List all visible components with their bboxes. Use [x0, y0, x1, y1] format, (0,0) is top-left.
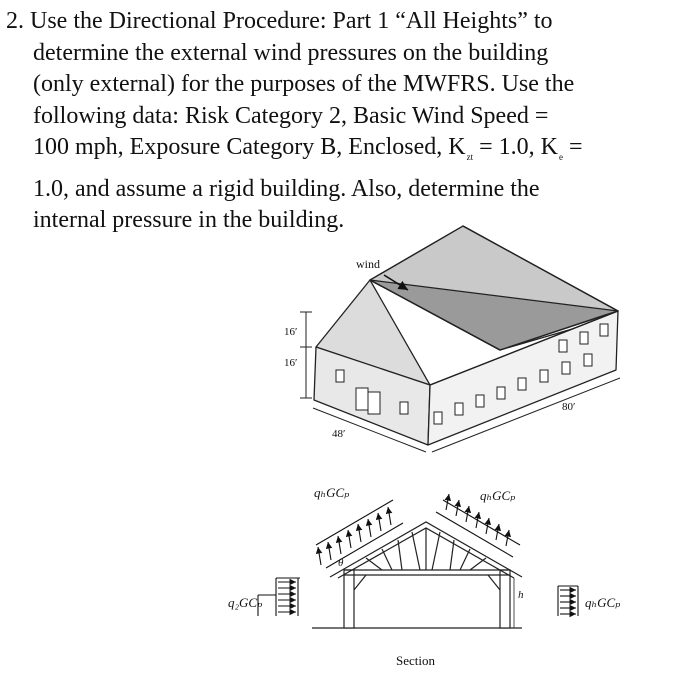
problem-line-7: internal pressure in the building. — [33, 207, 345, 233]
problem-line-4: following data: Risk Category 2, Basic Wind Speed = — [33, 102, 549, 129]
problem-number: 2. — [6, 8, 24, 34]
problem-line-5: 100 mph, Exposure Category B, Enclosed, $K_{zt} = 1.0$, $K_e$ = — [33, 134, 583, 162]
pressure-label-right-roof: qₕGCₚ — [480, 488, 516, 503]
dim-length: 80′ — [562, 401, 576, 413]
problem-line-3: (only external) for the purposes of the MWFRS. Use the — [33, 71, 575, 97]
h-label: h — [518, 589, 524, 601]
dim-roof-height: 16′ — [284, 326, 298, 338]
pressure-label-left-wall: q₂GCₚ — [228, 595, 263, 610]
problem-line-6: 1.0, and assume a rigid building. Also, determine the — [33, 175, 540, 202]
dim-width: 48′ — [332, 428, 346, 440]
wall-pressure-right — [558, 586, 578, 616]
problem-line-2: determine the external wind pressures on the building — [33, 39, 549, 66]
theta-label: θ — [338, 557, 344, 569]
pressure-label-right-wall: qₕGCₚ — [585, 595, 621, 610]
ke-subscript: e — [558, 152, 563, 162]
kzt-subscript: zt — [466, 152, 474, 162]
problem-line-1: 2. Use the Directional Procedure: Part 1 “All Heights” to — [6, 8, 553, 34]
section-label: Section — [396, 653, 435, 668]
section-view — [312, 522, 522, 628]
roof-pressure-right — [436, 494, 520, 557]
wall-pressure-left — [258, 578, 300, 616]
pressure-label-left-roof: qₕGCₚ — [314, 485, 350, 500]
height-dimensions — [300, 312, 312, 398]
wind-label: wind — [356, 257, 380, 271]
dim-eave-height: 16′ — [284, 357, 298, 369]
roof-pressure-left — [316, 500, 403, 568]
